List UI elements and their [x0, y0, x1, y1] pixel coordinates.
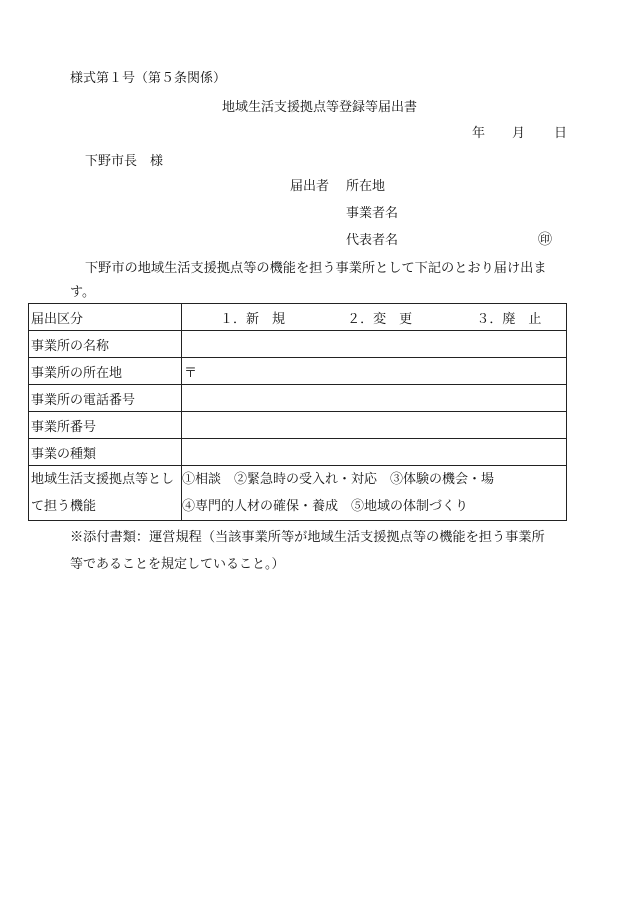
function-label-line1: 地域生活支援拠点等とし [31, 472, 175, 487]
addressee: 下野市長 様 [85, 154, 164, 169]
table-row [29, 331, 567, 358]
row-label: 事業所の所在地 [29, 358, 182, 385]
category-options-cell [182, 304, 567, 331]
table-row [29, 385, 567, 412]
category-option-abolish[interactable]: ３．廃 止 [476, 311, 542, 327]
row-label: 届出区分 [29, 304, 182, 331]
page-title: 地域生活支援拠点等登録等届出書 [222, 100, 418, 115]
business-number-field[interactable] [182, 412, 567, 439]
attachment-note-line1: ※添付書類：運営規程（当該事業所等が地域生活支援拠点等の機能を担う事業所 [70, 530, 545, 545]
table-row [29, 412, 567, 439]
table-row [29, 304, 567, 331]
business-type-field[interactable] [182, 439, 567, 466]
body-text-line2: す。 [70, 285, 95, 300]
row-label: 事業所番号 [29, 412, 182, 439]
form-number: 様式第１号（第５条関係） [70, 71, 227, 86]
category-option-new[interactable]: １．新 規 [220, 311, 286, 327]
date-day-label: 日 [554, 126, 568, 141]
business-name-label: 事業者名 [346, 206, 399, 221]
category-option-change[interactable]: ２．変 更 [347, 311, 413, 327]
attachment-note-line2: 等であることを規定していること。） [70, 557, 285, 572]
representative-label: 代表者名 [346, 233, 399, 248]
applicant-label: 届出者 [290, 179, 330, 194]
seal-mark: ㊞ [538, 232, 552, 248]
business-name-field[interactable] [182, 331, 567, 358]
row-label: 事業所の名称 [29, 331, 182, 358]
table-row [29, 358, 567, 385]
date-month-label: 月 [512, 126, 526, 141]
functions-line1[interactable]: ①相談 ②緊急時の受入れ・対応 ③体験の機会・場 [182, 472, 495, 487]
registration-table [28, 303, 567, 521]
function-label-cell [29, 466, 182, 521]
functions-line2[interactable]: ④専門的人材の確保・養成 ⑤地域の体制づくり [182, 499, 469, 514]
business-address-field[interactable]: 〒 [182, 358, 567, 385]
function-label-line2: て担う機能 [31, 499, 97, 514]
row-label: 事業所の電話番号 [29, 385, 182, 412]
table-row [29, 466, 567, 521]
phone-field[interactable] [182, 385, 567, 412]
date-year-label: 年 [472, 126, 486, 141]
body-text-line1: 下野市の地域生活支援拠点等の機能を担う事業所として下記のとおり届け出ま [85, 261, 547, 276]
table-row [29, 439, 567, 466]
row-label: 事業の種類 [29, 439, 182, 466]
address-label: 所在地 [346, 179, 386, 194]
functions-cell [182, 466, 567, 521]
